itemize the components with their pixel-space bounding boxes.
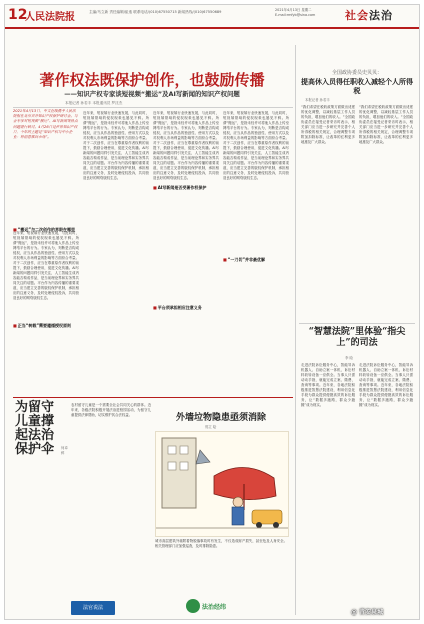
window <box>168 462 176 470</box>
main-byline: 本报记者 孙若丰 本报通讯员 罗沈杰 <box>65 101 123 105</box>
main-body-col-1: 近年来，短视频行业快速发展，与此同时，短视频领域的侵权现象也屡见不鲜。所谓“搬运”，是指未经许可将他人作品上传至网络平台的行为。专家认为，判断是否构成侵权，应当从作品的独创性、使用方式以及对权利人市场利益的影响等方面综合考量。对于二次创作，应当在尊重原作者权利的前提下，鼓励合理使用，促进文化传播。AI写新闻的问题同样引发关注，人工智能生成内容能否构成作品，是当前理论界和实务界共同关注的话题。平台作为内容传播的重要渠道，应当建立完善的版权保护机制，承担相应的注意义务，及时处理侵权投诉，共同营造良好的网络版权生态。 <box>83 111 149 180</box>
person-head <box>233 497 243 507</box>
subhead-3: ■ “一刀切”并非最优解 <box>223 257 265 263</box>
section-name <box>345 7 393 23</box>
main-headline: 著作权法既保护创作，也鼓励传播 <box>39 71 265 89</box>
newspaper-title: 人民法院报 <box>25 12 75 23</box>
right-body-col-2: “我们希望在税收政策方面做出适度的优化调整，以减轻基层工作人员的负担，增加他们的收入。”全国政协委员在接受记者采访时表示，相关部门应当进一步研究并完善个人所得税的相关规定，合理调整专项附加扣除标准，让改革的红利更多地惠及广大群众。 <box>359 105 413 144</box>
right-body-col-1: “我们希望在税收政策方面做出适度的优化调整，以减轻基层工作人员的负担，增加他们的收入。”全国政协委员在接受记者采访时表示，相关部门应当进一步研究并完善个人所得税的相关规定，合理调整专项附加扣除标准，让改革的红利更多地惠及广大群众。 <box>301 105 355 144</box>
left-bottom-title: 为留守儿童撑起法治保护伞 <box>15 400 55 457</box>
cartoon-author: 郭立 绘 <box>205 425 217 429</box>
badge-center-svg <box>185 597 231 615</box>
page-number: 12 <box>8 7 28 23</box>
subhead-4: ■ 正当“转载”需要遵循授权原则 <box>13 323 71 329</box>
smart-court-title: “智慧法院”里体验“指尖上”的司法 <box>308 327 406 348</box>
smart-court-body-1: 走进法院诉讼服务中心，智能导诉机器人、自助立案一体机、诉讼材料收转设备一应俱全。当事人只需动动手指，就能完成立案、缴费、查询等事项。近年来，各地法院积极推进智慧法院建设，利用信息化手段为群众提供便捷高效的诉讼服务，让“数据多跑路，群众少跑腿”成为现实。 <box>301 363 355 407</box>
column-badge-center <box>185 597 231 615</box>
smart-court-body-2: 走进法院诉讼服务中心，智能导诉机器人、自助立案一体机、诉讼材料收转设备一应俱全。当事人只需动动手指，就能完成立案、缴费、查询等事项。近年来，各地法院积极推进智慧法院建设，利用信息化手段为群众提供便捷高效的诉讼服务，让“数据多跑路，群众少跑腿”成为现实。 <box>359 363 413 407</box>
subhead-5: ■ 平台须承担相应注意义务 <box>153 305 202 311</box>
column-badge-left <box>71 601 115 615</box>
subhead-2: ■ AI写新闻是否受著作权保护 <box>153 185 206 191</box>
right-title: 提高休入员得任职收入减轻个人所得税 <box>301 77 413 95</box>
cartoon-svg <box>156 432 288 536</box>
right-byline: 本报记者 孙若丰 <box>305 98 330 102</box>
badge-center-label: 法治经纬 <box>202 605 227 611</box>
window <box>180 446 188 454</box>
car-wheel <box>273 522 279 528</box>
editor-info: 主编/马立新 责任编辑/崔逸 联系电话/(010)67550715 新闻热线/(010)67550689 <box>89 10 222 14</box>
section-name-b: 法治 <box>369 9 393 22</box>
left-bottom-body: 农村留守儿童是一个需要全社会共同关心的群体。近年来，各级法院积极开展法治进校园活动，为留守儿童提供法律帮助，切实维护其合法权益。 <box>71 403 151 417</box>
subhead-1: ■ “搬运”与二次创作的界限在哪里 <box>13 227 75 233</box>
section-rule <box>13 397 293 398</box>
smart-court-byline: 李 晗 <box>345 356 353 360</box>
masthead <box>5 5 419 29</box>
badge-left-label: 法官说法 <box>82 605 103 611</box>
main-subtitle: ——知识产权专家谈短视频“搬运”及AI写新闻的知识产权问题 <box>64 90 240 98</box>
watermark: @ 青安泉城 <box>351 609 384 616</box>
date-info <box>275 8 345 18</box>
main-body-col-3: 近年来，短视频行业快速发展，与此同时，短视频领域的侵权现象也屡见不鲜。所谓“搬运”，是指未经许可将他人作品上传至网络平台的行为。专家认为，判断是否构成侵权，应当从作品的独创性、使用方式以及对权利人市场利益的影响等方面综合考量。对于二次创作，应当在尊重原作者权利的前提下，鼓励合理使用，促进文化传播。AI写新闻的问题同样引发关注，人工智能生成内容能否构成作品，是当前理论界和实务界共同关注的话题。平台作为内容传播的重要渠道，应当建立完善的版权保护机制，承担相应的注意义务，及时处理侵权投诉，共同营造良好的网络版权生态。 <box>223 111 289 180</box>
cartoon-title: 外墙垃物隐患亟须消除 <box>175 413 266 423</box>
cartoon-body: 城市高层建筑外墙附着物脱落事故时有发生，不仅造成财产损失，甚至危及人身安全。相关管理部门应加强巡查，及时排除隐患。 <box>155 539 287 548</box>
badge-center-icon <box>186 599 200 613</box>
person-body <box>232 507 244 525</box>
left-bottom-author: 何卓鲜 <box>61 446 68 455</box>
main-body-col-0: 近年来，短视频行业快速发展，与此同时，短视频领域的侵权现象也屡见不鲜。所谓“搬运”，是指未经许可将他人作品上传至网络平台的行为。专家认为，判断是否构成侵权，应当从作品的独创性、使用方式以及对权利人市场利益的影响等方面综合考量。对于二次创作，应当在尊重原作者权利的前提下，鼓励合理使用，促进文化传播。AI写新闻的问题同样引发关注，人工智能生成内容能否构成作品，是当前理论界和实务界共同关注的话题。平台作为内容传播的重要渠道，应当建立完善的版权保护机制，承担相应的注意义务，及时处理侵权投诉，共同营造良好的网络版权生态。 <box>13 231 79 300</box>
car <box>252 510 282 524</box>
cartoon-illustration <box>155 431 289 537</box>
main-body-col-2: 近年来，短视频行业快速发展，与此同时，短视频领域的侵权现象也屡见不鲜。所谓“搬运”，是指未经许可将他人作品上传至网络平台的行为。专家认为，判断是否构成侵权，应当从作品的独创性、使用方式以及对权利人市场利益的影响等方面综合考量。对于二次创作，应当在尊重原作者权利的前提下，鼓励合理使用，促进文化传播。AI写新闻的问题同样引发关注，人工智能生成内容能否构成作品，是当前理论界和实务界共同关注的话题。平台作为内容传播的重要渠道，应当建立完善的版权保护机制，承担相应的注意义务，及时处理侵权投诉，共同营造良好的网络版权生态。 <box>153 111 219 180</box>
column-divider <box>295 45 296 615</box>
window <box>168 446 176 454</box>
window <box>180 462 188 470</box>
newspaper-page <box>4 4 420 620</box>
car-wheel <box>256 522 262 528</box>
section-name-a: 社会 <box>345 9 369 22</box>
building <box>162 438 196 508</box>
lead-paragraph: 2021年4月13日，中文在线携手人民法院报在北京召开知识产权保护研讨会。与会专家对短视频“搬运”、AI写新闻等热点问题进行研讨。4月26日是世界知识产权日，今年的主题是“知识产权与中小企业：将创意推向市场”。 <box>13 109 78 140</box>
divider <box>13 107 293 108</box>
right-kicker: 全国政协委员史贝贝： <box>331 70 382 76</box>
divider <box>299 323 415 324</box>
date-line: 2021年4月13日 星期二 <box>275 8 312 12</box>
email-line: E-mail:rmfyb@sina.com <box>275 13 316 17</box>
